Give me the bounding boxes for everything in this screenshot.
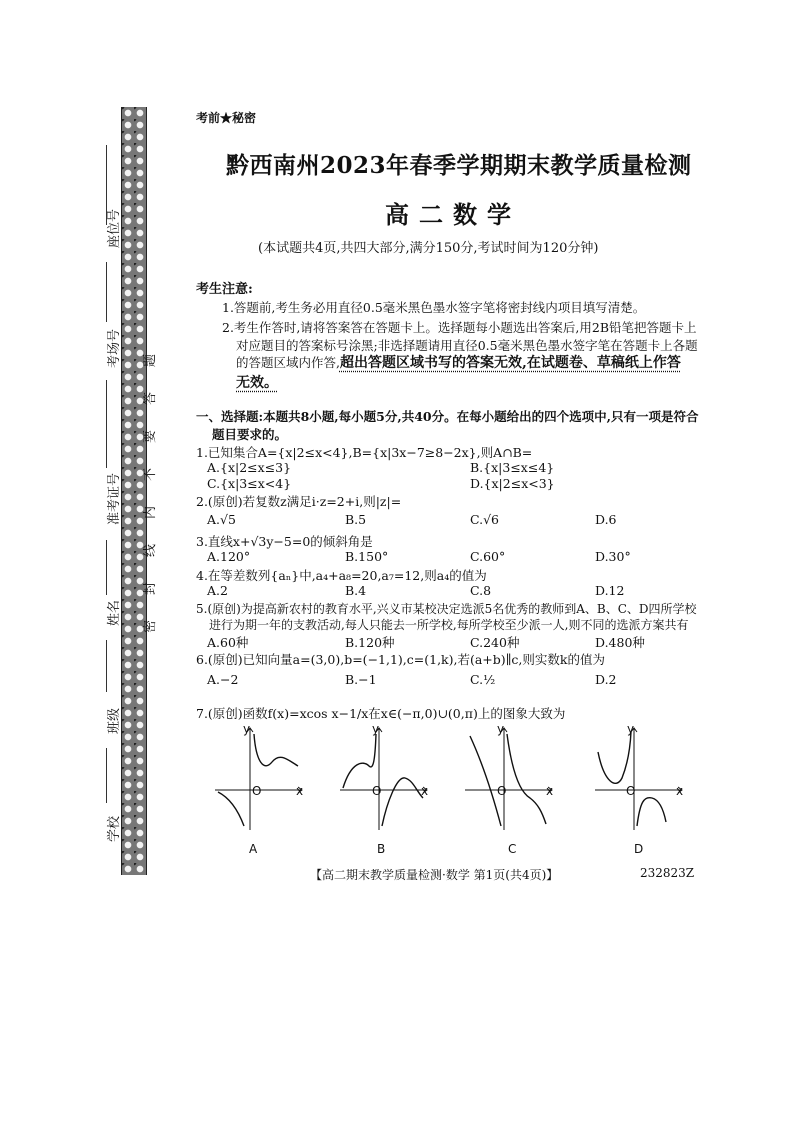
graph-label-b: B	[377, 842, 386, 856]
binding-mark: 内	[143, 505, 158, 519]
notice-item-2-line-4	[236, 372, 278, 392]
question-3-option-c: C.60°	[470, 549, 506, 564]
question-1-option-b: B.{x|3≤x≤4}	[470, 460, 555, 475]
question-5-option-a: A.60种	[207, 635, 249, 650]
field-seat-number: 座位号	[107, 208, 122, 248]
question-6-option-c: C.½	[470, 672, 496, 687]
field-line	[106, 262, 107, 322]
binding-mark: 不	[143, 467, 158, 481]
field-line	[106, 748, 107, 803]
graph-c-origin: O	[497, 784, 507, 798]
question-1-stem: 1.已知集合A={x|2≤x<4},B={x|3x−7≥8−2x},则A∩B=	[196, 445, 533, 460]
question-2-stem: 2.(原创)若复数z满足i·z=2+i,则|z|=	[196, 494, 402, 509]
graph-b-origin: O	[372, 784, 382, 798]
question-2-option-c: C.√6	[470, 512, 500, 527]
graph-label-a: A	[249, 842, 258, 856]
notice-item-2-line-3	[236, 352, 681, 372]
graph-label-d: D	[634, 842, 644, 856]
question-4-option-b: B.4	[345, 583, 367, 598]
graph-a-axis-y: y	[243, 722, 251, 736]
question-3-option-b: B.150°	[345, 549, 389, 564]
notice-heading: 考生注意:	[196, 282, 253, 297]
subject-title: 高二数学	[385, 200, 521, 229]
binding-mark: 密	[143, 619, 158, 633]
question-2-option-a: A.√5	[207, 512, 236, 527]
secret-label: 考前★秘密	[196, 111, 257, 125]
question-2-option-d: D.6	[595, 512, 617, 527]
question-6-stem: 6.(原创)已知向量a=(3,0),b=(−1,1),c=(1,k),若(a+b)∥c,则实数k的值为	[196, 652, 605, 667]
question-1-option-c: C.{x|3≤x<4}	[207, 476, 292, 491]
question-4-stem: 4.在等差数列{aₙ}中,a₄+a₈=20,a₇=12,则a₄的值为	[196, 568, 487, 583]
field-class: 班级	[107, 707, 122, 734]
binding-mark: 答	[143, 391, 158, 405]
question-6-option-b: B.−1	[345, 672, 377, 687]
graph-option-c	[460, 722, 560, 834]
question-5-option-d: D.480种	[595, 635, 645, 650]
graph-d-axis-x: x	[676, 784, 684, 798]
footer-page-info: 【高二期末教学质量检测·数学 第1页(共4页)】	[310, 868, 559, 882]
binding-mark: 线	[143, 543, 158, 557]
notice-item-1: 1.答题前,考生务必用直径0.5毫米黑色墨水签字笔将密封线内项目填写清楚。	[222, 300, 646, 315]
question-3-option-d: D.30°	[595, 549, 631, 564]
graph-a-origin: O	[252, 784, 262, 798]
exam-note: (本试题共4页,共四大部分,满分150分,考试时间为120分钟)	[258, 241, 599, 256]
field-admission-number: 准考证号	[107, 472, 122, 525]
binding-mark: 封	[143, 581, 158, 595]
question-5-option-b: B.120种	[345, 635, 395, 650]
graph-label-c: C	[508, 842, 517, 856]
notice-emphasis-end: 无效。	[236, 375, 278, 391]
notice-emphasis: 超出答题区域书写的答案无效,在试题卷、草稿纸上作答	[339, 355, 681, 371]
graph-d-origin: O	[626, 784, 636, 798]
graph-option-d	[590, 722, 690, 834]
binding-strip-pattern	[121, 107, 147, 875]
graph-b-axis-x: x	[421, 784, 429, 798]
section-1-heading-line-1: 一、选择题:本题共8小题,每小题5分,共40分。在每小题给出的四个选项中,只有一项是符合	[196, 409, 699, 424]
question-5-stem-line-2: 进行为期一年的支教活动,每人只能去一所学校,每所学校至少派一人,则不同的选派方案共有	[209, 618, 689, 632]
question-4-option-c: C.8	[470, 583, 492, 598]
question-1-option-a: A.{x|2≤x≤3}	[207, 460, 292, 475]
question-5-stem-line-1: 5.(原创)为提高新农村的教育水平,兴义市某校决定选派5名优秀的教师到A、B、C、D四所学校	[196, 602, 697, 616]
binding-mark: 要	[143, 429, 158, 443]
binding-mark: 题	[143, 353, 158, 367]
field-name: 姓名	[107, 599, 122, 626]
question-2-option-b: B.5	[345, 512, 367, 527]
question-6-option-a: A.−2	[207, 672, 239, 687]
field-line	[106, 540, 107, 595]
graph-a-axis-x: x	[296, 784, 304, 798]
footer-code: 232823Z	[640, 866, 695, 880]
field-exam-room: 考场号	[107, 328, 122, 368]
notice-item-2-line-2: 对应题目的答案标号涂黑;非选择题请用直径0.5毫米黑色墨水签字笔在答题卡上各题	[236, 338, 698, 353]
field-school: 学校	[107, 815, 122, 842]
question-6-option-d: D.2	[595, 672, 617, 687]
graph-b-axis-y: y	[372, 722, 380, 736]
notice-item-2-line-3-text: 的答题区域内作答,	[236, 355, 340, 370]
notice-item-2-line-1: 2.考生作答时,请将答案答在答题卡上。选择题每小题选出答案后,用2B铅笔把答题卡上	[222, 320, 697, 335]
question-4-option-a: A.2	[207, 583, 228, 598]
graph-d-axis-y: y	[627, 722, 635, 736]
section-1-heading-line-2: 题目要求的。	[212, 427, 288, 442]
question-5-option-c: C.240种	[470, 635, 520, 650]
graph-c-axis-x: x	[546, 784, 554, 798]
question-4-option-d: D.12	[595, 583, 625, 598]
exam-title: 黔西南州2023年春季学期期末教学质量检测	[226, 152, 692, 179]
graph-c-axis-y: y	[497, 722, 505, 736]
graph-option-a	[210, 722, 310, 834]
graph-option-b	[335, 722, 435, 834]
field-line	[106, 640, 107, 692]
question-7-stem: 7.(原创)函数f(x)=xcos x−1/x在x∈(−π,0)∪(0,π)上的图象大致为	[196, 706, 566, 721]
field-line	[106, 380, 107, 468]
question-1-option-d: D.{x|2≤x<3}	[470, 476, 555, 491]
question-3-option-a: A.120°	[207, 549, 251, 564]
question-3-stem: 3.直线x+√3y−5=0的倾斜角是	[196, 534, 373, 549]
